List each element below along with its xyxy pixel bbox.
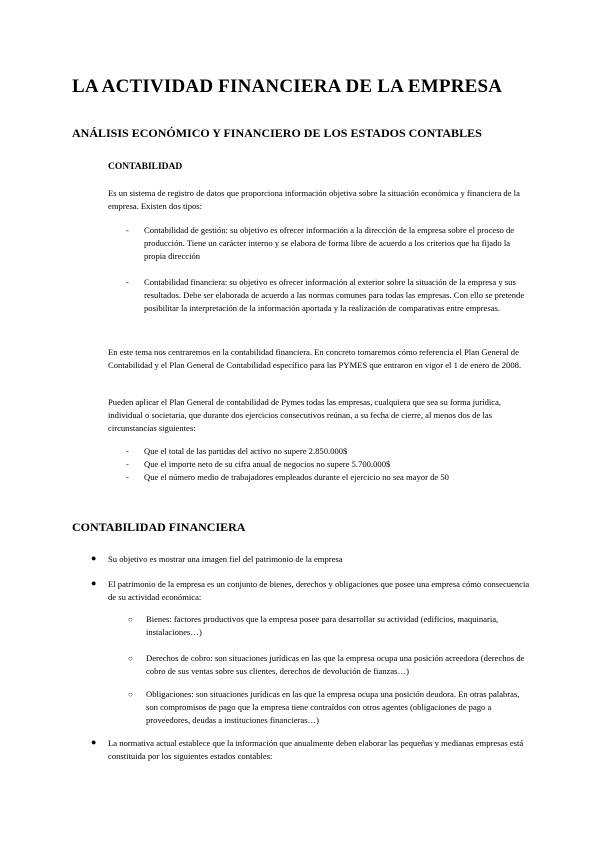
list-item-trabajadores — [126, 471, 526, 484]
list-item-normativa — [91, 737, 531, 763]
circle-marker: ○ — [128, 690, 133, 699]
list-item-negocios — [126, 458, 526, 471]
dash-marker: - — [126, 225, 129, 235]
dash-marker: - — [126, 277, 129, 287]
document-title: LA ACTIVIDAD FINANCIERA DE LA EMPRESA — [72, 76, 503, 97]
dash-marker: - — [126, 446, 129, 456]
list-item-patrimonio — [91, 578, 531, 604]
sub-list-obligaciones — [128, 688, 528, 727]
circle-marker: ○ — [128, 654, 133, 663]
accounting-types-list — [126, 224, 526, 315]
list-item-text: Que el importe neto de su cifra anual de negocios no supere 5.700.000$ — [144, 459, 391, 469]
list-item-text: Contabilidad de gestión: su objetivo es ofrecer información a la dirección de la empresa sobre el proceso de producción. Tiene un carácter interno y se elabora de forma libre de acuerdo a los criterios que ha fijado la propia dirección — [144, 225, 515, 261]
sub-list-derechos — [128, 652, 528, 678]
sub-list-bienes — [128, 613, 528, 639]
section-heading-contabilidad-financiera: CONTABILIDAD FINANCIERA — [72, 520, 246, 534]
bullet-list-patrimonio — [91, 578, 531, 604]
list-item-text: Que el total de las partidas del activo no supere 2.850.000$ — [144, 446, 348, 456]
bullet-marker: ● — [91, 578, 97, 588]
section-heading-analysis: ANÁLISIS ECONÓMICO Y FINANCIERO DE LOS ESTADOS CONTABLES — [72, 126, 482, 140]
list-item-text: Contabilidad financiera: su objetivo es ofrecer información al exterior sobre la situación de la empresa y sus resultados. Debe ser elaborada de acuerdo a las normas comunes para todas las empresas. Con ello se pretende posibilitar la interpretación de la información aportada y la realización de comparativas entre empresas. — [144, 277, 525, 313]
list-item-bienes — [128, 613, 528, 639]
list-item-text: Bienes: factores productivos que la empresa posee para desarrollar su actividad (edificios, maquinaria, instalaciones…) — [146, 614, 499, 637]
dash-marker: - — [126, 472, 129, 482]
list-item-text: El patrimonio de la empresa es un conjunto de bienes, derechos y obligaciones que posee una empresa cómo consecuencia de su actividad económica: — [108, 579, 530, 602]
list-item-contabilidad-financiera — [126, 276, 526, 315]
bullet-list-normativa — [91, 737, 531, 763]
intro-paragraph: Es un sistema de registro de datos que proporciona información objetiva sobre la situación económica y financiera de la empresa. Existen dos tipos: — [108, 188, 520, 211]
bullet-list-objetivo — [91, 553, 531, 566]
bullet-marker: ● — [91, 737, 97, 747]
subheading-contabilidad: CONTABILIDAD — [108, 162, 183, 172]
paragraph-pymes: Pueden aplicar el Plan General de contabilidad de Pymes todas las empresas, cualquiera que sea su forma jurídica, individual o societaria, que durante dos ejercicios consecutivos reúnan, a su fecha de cierre, al menos dos de las circunstancias siguientes: — [108, 397, 502, 433]
dash-marker: - — [126, 459, 129, 469]
list-item-text: Obligaciones: son situaciones jurídicas en las que la empresa ocupa una posición deudora. En otras palabras, son compromisos de pago que la empresa tiene contraídos con otros agentes (obligaciones de pago a proveedores, deudas a instituciones financieras…) — [146, 689, 520, 725]
bullet-marker: ● — [91, 553, 97, 563]
list-item-contabilidad-gestion — [126, 224, 526, 263]
paragraph-plan-general: En este tema nos centraremos en la contabilidad financiera. En concreto tomaremos cómo referencia el Plan General de Contabilidad y el Plan General de Contabilidad específico para las PYMES que entraron en vigor el 1 de enero de 2008. — [108, 347, 522, 370]
list-item-text: Derechos de cobro: son situaciones jurídicas en las que la empresa ocupa una posición acreedora (derechos de cobro de sus ventas sobre sus clientes, derechos de devolución de fianzas…) — [146, 653, 525, 676]
list-item-text: Su objetivo es mostrar una imagen fiel del patrimonio de la empresa — [108, 554, 343, 564]
list-item-text: Que el número medio de trabajadores empleados durante el ejercicio no sea mayor de 50 — [144, 472, 449, 482]
list-item-text: La normativa actual establece que la información que anualmente deben elaborar las pequeñas y medianas empresas está constituida por los siguientes estados contables: — [108, 738, 524, 761]
list-item-obligaciones — [128, 688, 528, 727]
list-item-objetivo — [91, 553, 531, 566]
list-item-activo — [126, 445, 526, 458]
pymes-conditions-list — [126, 445, 526, 484]
list-item-derechos — [128, 652, 528, 678]
circle-marker: ○ — [128, 615, 133, 624]
